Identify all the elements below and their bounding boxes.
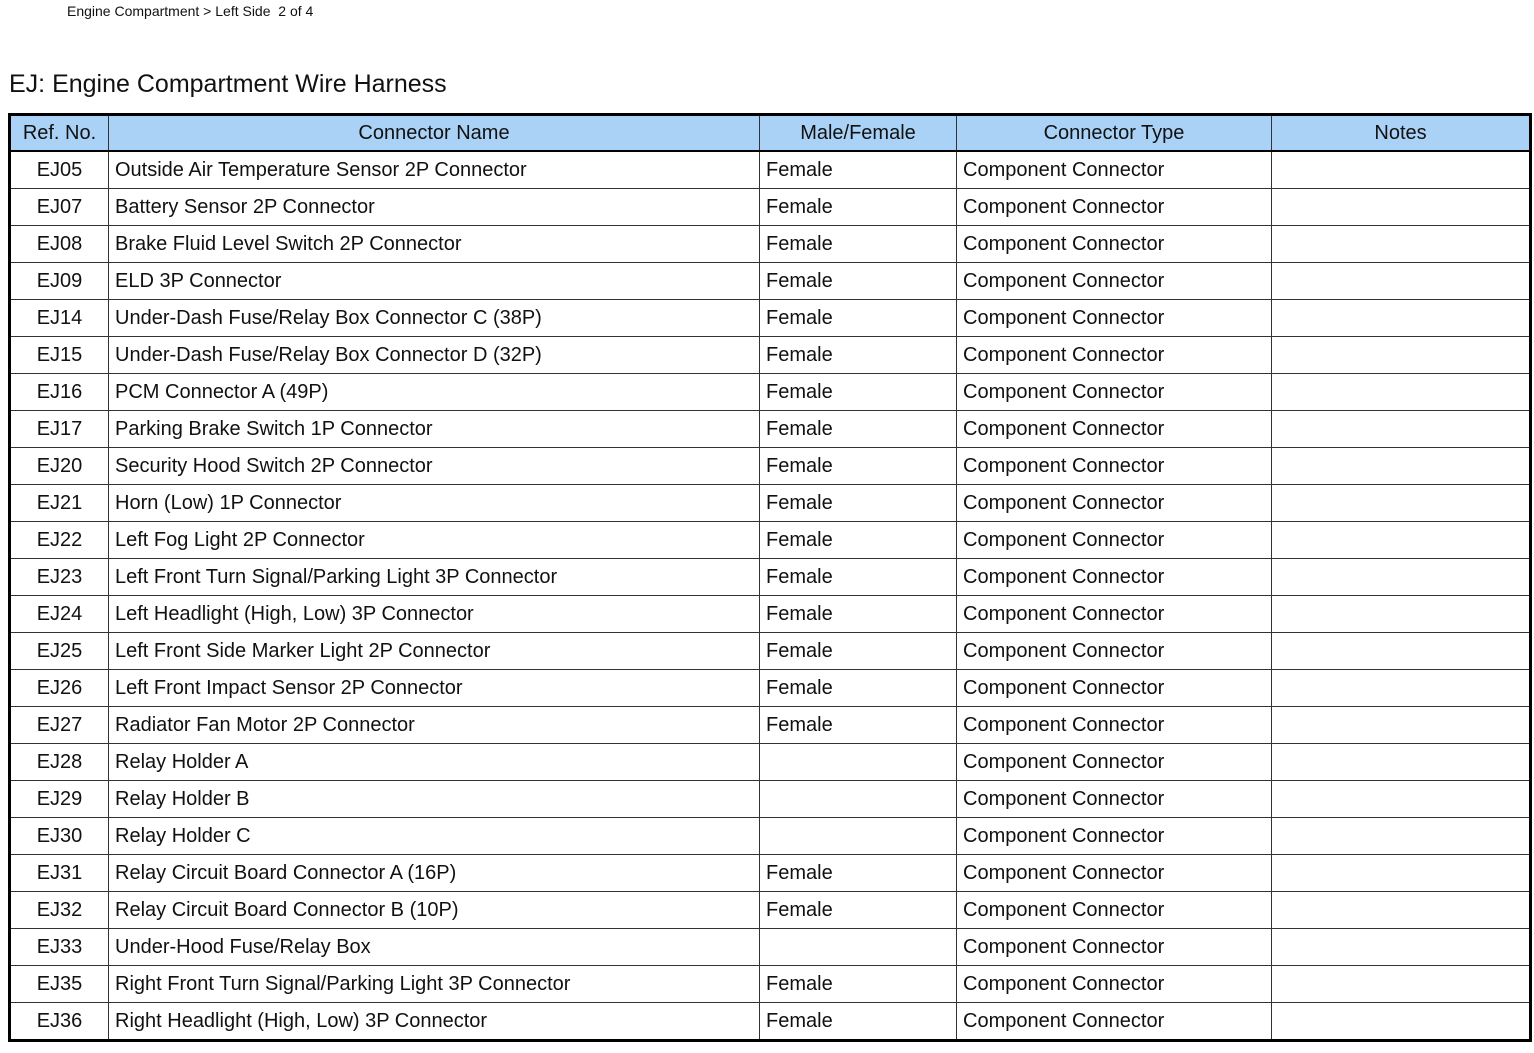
male-female-cell: Female (760, 189, 957, 226)
notes-cell (1272, 892, 1531, 929)
connector-name-cell: Left Front Side Marker Light 2P Connector (109, 633, 760, 670)
header-connector-type: Connector Type (957, 115, 1272, 152)
connector-name-cell: Left Front Impact Sensor 2P Connector (109, 670, 760, 707)
connector-name-cell: ELD 3P Connector (109, 263, 760, 300)
ref-no-cell: EJ23 (10, 559, 109, 596)
connector-type-cell: Component Connector (957, 929, 1272, 966)
notes-cell (1272, 374, 1531, 411)
notes-cell (1272, 226, 1531, 263)
male-female-cell: Female (760, 559, 957, 596)
ref-no-cell: EJ35 (10, 966, 109, 1003)
connector-type-cell: Component Connector (957, 781, 1272, 818)
connector-name-cell: Battery Sensor 2P Connector (109, 189, 760, 226)
ref-no-cell: EJ09 (10, 263, 109, 300)
ref-no-cell: EJ17 (10, 411, 109, 448)
header-connector-name: Connector Name (109, 115, 760, 152)
notes-cell (1272, 781, 1531, 818)
male-female-cell: Female (760, 1003, 957, 1041)
connector-type-cell: Component Connector (957, 1003, 1272, 1041)
male-female-cell: Female (760, 670, 957, 707)
connector-type-cell: Component Connector (957, 670, 1272, 707)
ref-no-cell: EJ21 (10, 485, 109, 522)
connector-type-cell: Component Connector (957, 855, 1272, 892)
connector-type-cell: Component Connector (957, 263, 1272, 300)
connector-type-cell: Component Connector (957, 744, 1272, 781)
table-row (10, 151, 1531, 189)
notes-cell (1272, 1003, 1531, 1041)
notes-cell (1272, 485, 1531, 522)
notes-cell (1272, 744, 1531, 781)
connector-name-cell: Relay Holder B (109, 781, 760, 818)
male-female-cell: Female (760, 707, 957, 744)
male-female-cell: Female (760, 374, 957, 411)
table-row (10, 966, 1531, 1003)
ref-no-cell: EJ24 (10, 596, 109, 633)
table-row (10, 1003, 1531, 1041)
ref-no-cell: EJ31 (10, 855, 109, 892)
connector-type-cell: Component Connector (957, 374, 1272, 411)
ref-no-cell: EJ20 (10, 448, 109, 485)
male-female-cell (760, 744, 957, 781)
page-title: EJ: Engine Compartment Wire Harness (9, 70, 447, 98)
notes-cell (1272, 522, 1531, 559)
male-female-cell: Female (760, 263, 957, 300)
connector-type-cell: Component Connector (957, 226, 1272, 263)
ref-no-cell: EJ36 (10, 1003, 109, 1041)
connector-type-cell: Component Connector (957, 485, 1272, 522)
connector-type-cell: Component Connector (957, 411, 1272, 448)
connector-name-cell: Radiator Fan Motor 2P Connector (109, 707, 760, 744)
male-female-cell: Female (760, 892, 957, 929)
connector-name-cell: PCM Connector A (49P) (109, 374, 760, 411)
connector-name-cell: Brake Fluid Level Switch 2P Connector (109, 226, 760, 263)
male-female-cell (760, 929, 957, 966)
table-row (10, 781, 1531, 818)
table-row (10, 744, 1531, 781)
table-row (10, 411, 1531, 448)
connector-name-cell: Under-Dash Fuse/Relay Box Connector D (32P) (109, 337, 760, 374)
notes-cell (1272, 559, 1531, 596)
table-row (10, 263, 1531, 300)
notes-cell (1272, 337, 1531, 374)
table-row (10, 189, 1531, 226)
ref-no-cell: EJ32 (10, 892, 109, 929)
notes-cell (1272, 596, 1531, 633)
ref-no-cell: EJ25 (10, 633, 109, 670)
male-female-cell: Female (760, 633, 957, 670)
male-female-cell: Female (760, 596, 957, 633)
ref-no-cell: EJ33 (10, 929, 109, 966)
table-row (10, 448, 1531, 485)
male-female-cell: Female (760, 337, 957, 374)
connector-name-cell: Right Headlight (High, Low) 3P Connector (109, 1003, 760, 1041)
male-female-cell: Female (760, 226, 957, 263)
table-body (10, 151, 1531, 1041)
connector-type-cell: Component Connector (957, 633, 1272, 670)
table-row (10, 374, 1531, 411)
table-row (10, 559, 1531, 596)
table-row (10, 818, 1531, 855)
ref-no-cell: EJ22 (10, 522, 109, 559)
male-female-cell (760, 818, 957, 855)
connector-type-cell: Component Connector (957, 596, 1272, 633)
connector-type-cell: Component Connector (957, 892, 1272, 929)
table-row (10, 633, 1531, 670)
connector-type-cell: Component Connector (957, 522, 1272, 559)
notes-cell (1272, 929, 1531, 966)
table-row (10, 707, 1531, 744)
male-female-cell: Female (760, 411, 957, 448)
table-row (10, 892, 1531, 929)
male-female-cell: Female (760, 485, 957, 522)
male-female-cell: Female (760, 300, 957, 337)
connector-type-cell: Component Connector (957, 707, 1272, 744)
table-row (10, 300, 1531, 337)
male-female-cell (760, 781, 957, 818)
table-row (10, 226, 1531, 263)
notes-cell (1272, 633, 1531, 670)
table-row (10, 485, 1531, 522)
male-female-cell: Female (760, 151, 957, 189)
connector-type-cell: Component Connector (957, 966, 1272, 1003)
ref-no-cell: EJ30 (10, 818, 109, 855)
header-row (10, 115, 1531, 152)
male-female-cell: Female (760, 966, 957, 1003)
ref-no-cell: EJ05 (10, 151, 109, 189)
notes-cell (1272, 189, 1531, 226)
notes-cell (1272, 300, 1531, 337)
notes-cell (1272, 263, 1531, 300)
ref-no-cell: EJ29 (10, 781, 109, 818)
connector-name-cell: Outside Air Temperature Sensor 2P Connector (109, 151, 760, 189)
male-female-cell: Female (760, 522, 957, 559)
notes-cell (1272, 818, 1531, 855)
connector-name-cell: Under-Dash Fuse/Relay Box Connector C (38P) (109, 300, 760, 337)
header-notes: Notes (1272, 115, 1531, 152)
table-row (10, 855, 1531, 892)
header-male-female: Male/Female (760, 115, 957, 152)
connector-type-cell: Component Connector (957, 337, 1272, 374)
connector-name-cell: Relay Circuit Board Connector A (16P) (109, 855, 760, 892)
male-female-cell: Female (760, 448, 957, 485)
notes-cell (1272, 966, 1531, 1003)
connector-type-cell: Component Connector (957, 559, 1272, 596)
ref-no-cell: EJ08 (10, 226, 109, 263)
notes-cell (1272, 448, 1531, 485)
connector-name-cell: Relay Holder C (109, 818, 760, 855)
connector-name-cell: Relay Holder A (109, 744, 760, 781)
connector-table (8, 113, 1532, 1042)
connector-name-cell: Security Hood Switch 2P Connector (109, 448, 760, 485)
ref-no-cell: EJ27 (10, 707, 109, 744)
notes-cell (1272, 707, 1531, 744)
male-female-cell: Female (760, 855, 957, 892)
ref-no-cell: EJ26 (10, 670, 109, 707)
table-row (10, 337, 1531, 374)
connector-name-cell: Left Headlight (High, Low) 3P Connector (109, 596, 760, 633)
connector-name-cell: Horn (Low) 1P Connector (109, 485, 760, 522)
table-row (10, 670, 1531, 707)
connector-name-cell: Under-Hood Fuse/Relay Box (109, 929, 760, 966)
connector-type-cell: Component Connector (957, 151, 1272, 189)
breadcrumb: Engine Compartment > Left Side 2 of 4 (67, 3, 314, 19)
connector-type-cell: Component Connector (957, 300, 1272, 337)
connector-name-cell: Right Front Turn Signal/Parking Light 3P Connector (109, 966, 760, 1003)
connector-type-cell: Component Connector (957, 448, 1272, 485)
ref-no-cell: EJ28 (10, 744, 109, 781)
connector-name-cell: Left Fog Light 2P Connector (109, 522, 760, 559)
notes-cell (1272, 670, 1531, 707)
connector-type-cell: Component Connector (957, 189, 1272, 226)
ref-no-cell: EJ16 (10, 374, 109, 411)
table-header (10, 115, 1531, 152)
table-row (10, 596, 1531, 633)
header-ref-no: Ref. No. (10, 115, 109, 152)
ref-no-cell: EJ14 (10, 300, 109, 337)
table-row (10, 929, 1531, 966)
notes-cell (1272, 855, 1531, 892)
ref-no-cell: EJ15 (10, 337, 109, 374)
notes-cell (1272, 151, 1531, 189)
table-row (10, 522, 1531, 559)
notes-cell (1272, 411, 1531, 448)
connector-name-cell: Relay Circuit Board Connector B (10P) (109, 892, 760, 929)
connector-type-cell: Component Connector (957, 818, 1272, 855)
ref-no-cell: EJ07 (10, 189, 109, 226)
connector-name-cell: Left Front Turn Signal/Parking Light 3P Connector (109, 559, 760, 596)
connector-name-cell: Parking Brake Switch 1P Connector (109, 411, 760, 448)
